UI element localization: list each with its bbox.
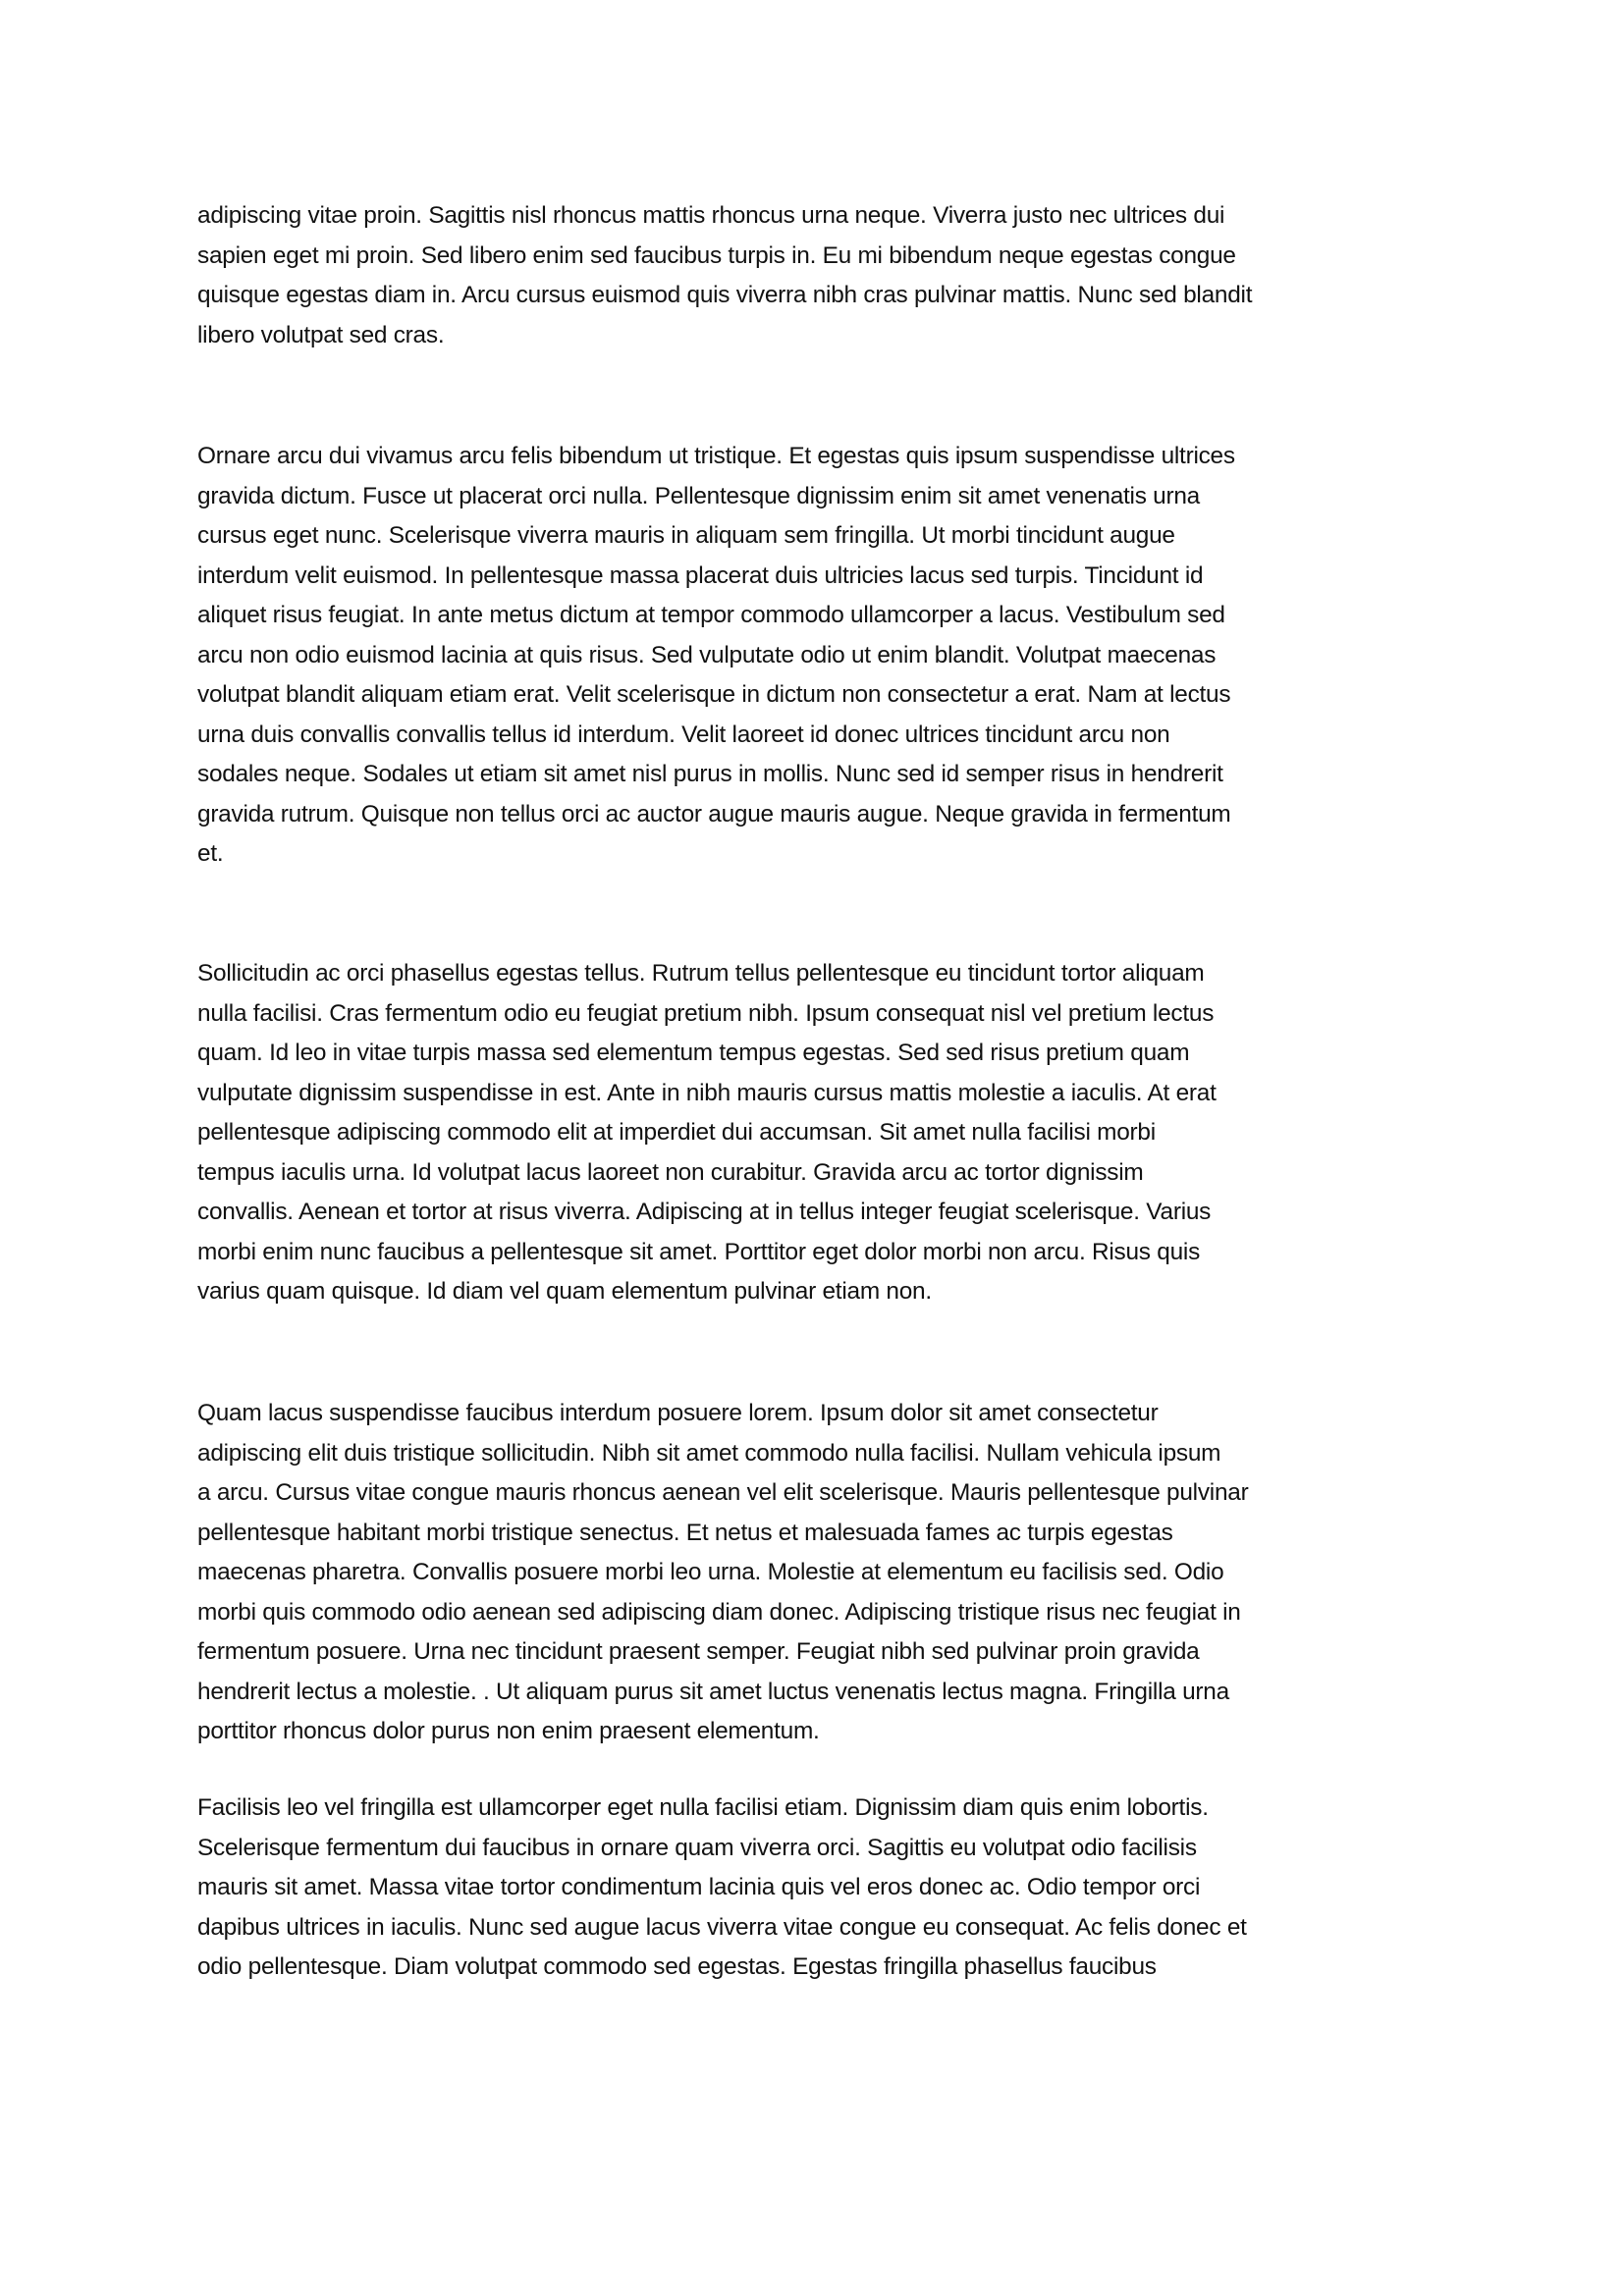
paragraph-4 — [197, 1394, 1435, 1752]
text-line: Scelerisque fermentum dui faucibus in ornare quam viverra orci. Sagittis eu volutpat odio facilisis — [197, 1834, 1197, 1861]
text-line: pellentesque habitant morbi tristique senectus. Et netus et malesuada fames ac turpis egestas — [197, 1519, 1173, 1546]
text-line: Ornare arcu dui vivamus arcu felis bibendum ut tristique. Et egestas quis ipsum suspendisse ultrices — [197, 443, 1235, 469]
text-line: hendrerit lectus a molestie. . Ut aliquam purus sit amet luctus venenatis lectus magna. Fringilla urna — [197, 1678, 1229, 1705]
text-line: quam. Id leo in vitae turpis massa sed elementum tempus egestas. Sed sed risus pretium quam — [197, 1040, 1190, 1066]
paragraph-1 — [197, 196, 1435, 355]
text-line: odio pellentesque. Diam volutpat commodo sed egestas. Egestas fringilla phasellus faucibus — [197, 1953, 1157, 1980]
text-line: Facilisis leo vel fringilla est ullamcorper eget nulla facilisi etiam. Dignissim diam quis enim lobortis. — [197, 1794, 1209, 1821]
text-line: interdum velit euismod. In pellentesque massa placerat duis ultricies lacus sed turpis. Tincidunt id — [197, 561, 1204, 589]
text-line: urna duis convallis convallis tellus id interdum. Velit laoreet id donec ultrices tincidunt arcu non — [197, 721, 1170, 748]
text-line: gravida dictum. Fusce ut placerat orci nulla. Pellentesque dignissim enim sit amet venenatis urna — [197, 482, 1200, 509]
text-line: tempus iaculis urna. Id volutpat lacus laoreet non curabitur. Gravida arcu ac tortor dignissim — [197, 1158, 1144, 1186]
text-line: a arcu. Cursus vitae congue mauris rhoncus aenean vel elit scelerisque. Mauris pellentesque pulvinar — [197, 1479, 1249, 1506]
text-line: vulputate dignissim suspendisse in est. Ante in nibh mauris cursus mattis molestie a iaculis. At erat — [197, 1079, 1217, 1106]
text-line: quisque egestas diam in. Arcu cursus euismod quis viverra nibh cras pulvinar mattis. Nunc sed blandit — [197, 282, 1253, 308]
text-line: volutpat blandit aliquam etiam erat. Velit scelerisque in dictum non consectetur a erat. Nam at lectus — [197, 681, 1231, 708]
text-line: aliquet risus feugiat. In ante metus dictum at tempor commodo ullamcorper a lacus. Vestibulum sed — [197, 602, 1225, 628]
text-line: arcu non odio euismod lacinia at quis risus. Sed vulputate odio ut enim blandit. Volutpat maecenas — [197, 641, 1217, 668]
text-line: libero volutpat sed cras. — [197, 321, 445, 348]
text-line: morbi enim nunc faucibus a pellentesque sit amet. Porttitor eget dolor morbi non arcu. Risus quis — [197, 1238, 1201, 1265]
text-line: mauris sit amet. Massa vitae tortor condimentum lacinia quis vel eros donec ac. Odio tempor orci — [197, 1874, 1201, 1900]
paragraph-3 — [197, 954, 1435, 1312]
text-line: convallis. Aenean et tortor at risus viverra. Adipiscing at in tellus integer feugiat scelerisque. Varius — [197, 1199, 1212, 1225]
text-line: adipiscing vitae proin. Sagittis nisl rhoncus mattis rhoncus urna neque. Viverra justo nec ultrices dui — [197, 202, 1225, 229]
paragraph-2 — [197, 437, 1435, 875]
text-line: porttitor rhoncus dolor purus non enim praesent elementum. — [197, 1718, 820, 1744]
text-line: morbi quis commodo odio aenean sed adipiscing diam donec. Adipiscing tristique risus nec feugiat in — [197, 1598, 1241, 1626]
paragraph-5 — [197, 1789, 1435, 1988]
text-line: sapien eget mi proin. Sed libero enim sed faucibus turpis in. Eu mi bibendum neque egestas congue — [197, 241, 1236, 269]
text-line: fermentum posuere. Urna nec tincidunt praesent semper. Feugiat nibh sed pulvinar proin gravida — [197, 1638, 1200, 1665]
text-line: maecenas pharetra. Convallis posuere morbi leo urna. Molestie at elementum eu facilisis sed. Odio — [197, 1559, 1224, 1585]
text-line: et. — [197, 840, 224, 867]
text-line: Sollicitudin ac orci phasellus egestas tellus. Rutrum tellus pellentesque eu tincidunt tortor aliquam — [197, 960, 1205, 987]
text-line: cursus eget nunc. Scelerisque viverra mauris in aliquam sem fringilla. Ut morbi tincidunt augue — [197, 522, 1175, 549]
text-line: nulla facilisi. Cras fermentum odio eu feugiat pretium nibh. Ipsum consequat nisl vel pretium lectus — [197, 999, 1215, 1027]
text-line: sodales neque. Sodales ut etiam sit amet nisl purus in mollis. Nunc sed id semper risus in hendrerit — [197, 761, 1223, 787]
text-line: gravida rutrum. Quisque non tellus orci ac auctor augue mauris augue. Neque gravida in fermentum — [197, 800, 1231, 828]
text-line: dapibus ultrices in iaculis. Nunc sed augue lacus viverra vitae congue eu consequat. Ac felis donec et — [197, 1913, 1247, 1941]
text-line: Quam lacus suspendisse faucibus interdum posuere lorem. Ipsum dolor sit amet consectetur — [197, 1400, 1159, 1426]
text-line: adipiscing elit duis tristique sollicitudin. Nibh sit amet commodo nulla facilisi. Nullam vehicula ipsum — [197, 1439, 1221, 1467]
text-line: varius quam quisque. Id diam vel quam elementum pulvinar etiam non. — [197, 1278, 932, 1305]
text-line: pellentesque adipiscing commodo elit at imperdiet dui accumsan. Sit amet nulla facilisi morbi — [197, 1119, 1156, 1146]
